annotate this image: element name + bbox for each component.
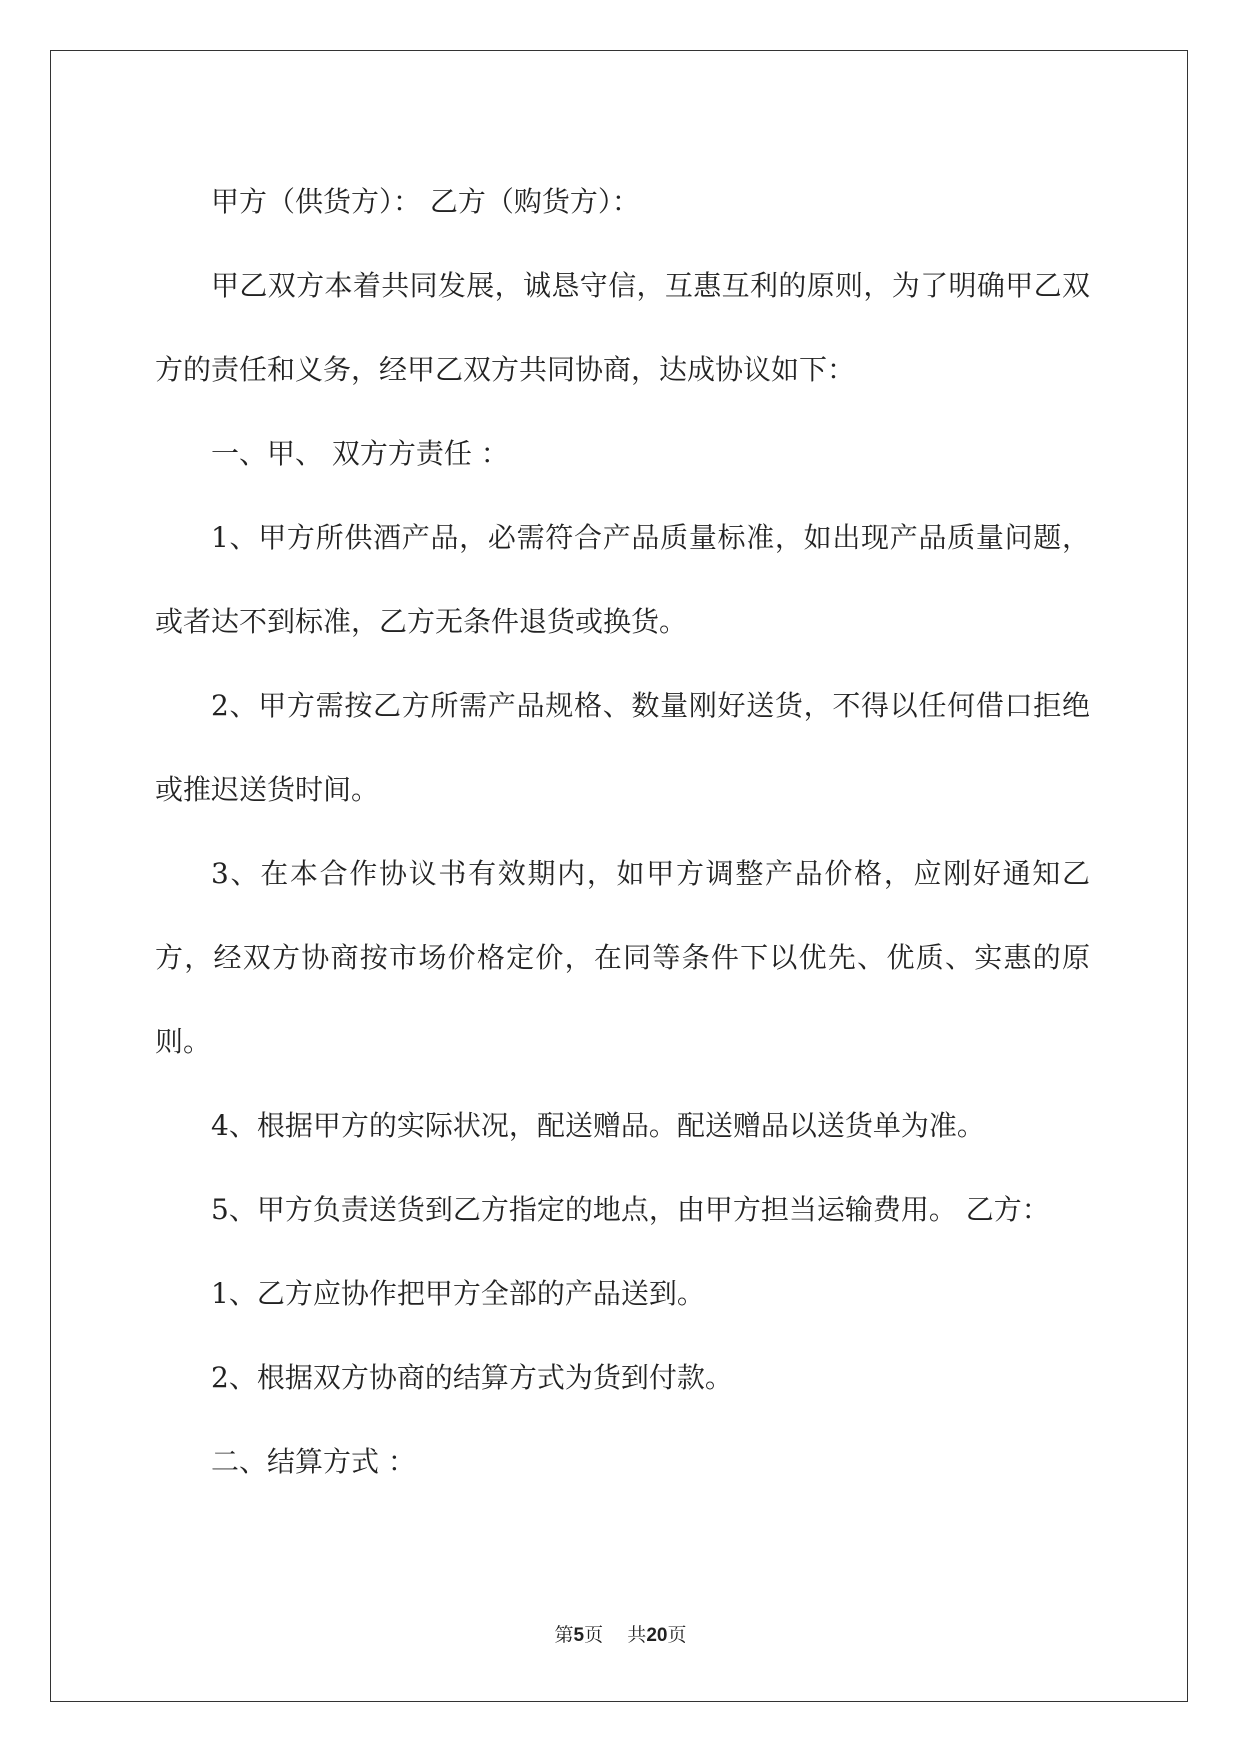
page-number: 5 bbox=[573, 1625, 585, 1646]
clause-party-b-1: 1、乙方应协作把甲方全部的产品送到。 bbox=[211, 1277, 705, 1310]
clause-party-a-5: 5、甲方负责送货到乙方指定的地点，由甲方担当运输费用。 乙方： bbox=[211, 1193, 1050, 1226]
clause-party-a-4: 4、根据甲方的实际状况，配送赠品。配送赠品以送货单为准。 bbox=[211, 1109, 985, 1142]
clause-party-a-1: 1、甲方所供酒产品，必需符合产品质量标准，如出现产品质量问题，或者达不到标准，乙方无条件退货或换货。 bbox=[155, 521, 1090, 638]
document-body bbox=[155, 160, 1090, 1504]
page-footer bbox=[0, 1622, 1241, 1649]
total-prefix: 共 bbox=[627, 1624, 647, 1646]
page-suffix: 页 bbox=[584, 1624, 604, 1646]
section-heading-responsibilities: 一、甲、 双方方责任 ： bbox=[211, 437, 509, 470]
paragraph-parties: 甲方（供货方）： 乙方（购货方）： bbox=[211, 185, 640, 218]
clause-party-a-2: 2、甲方需按乙方所需产品规格、数量刚好送货，不得以任何借口拒绝或推迟送货时间。 bbox=[155, 689, 1090, 806]
clause-party-a-3: 3、在本合作协议书有效期内，如甲方调整产品价格，应刚好通知乙方，经双方协商按市场价格定价，在同等条件下以优先、优质、实惠的原则。 bbox=[155, 857, 1090, 1058]
paragraph-preamble: 甲乙双方本着共同发展，诚恳守信，互惠互利的原则，为了明确甲乙双方的责任和义务，经甲乙双方共同协商，达成协议如下： bbox=[155, 269, 1090, 386]
total-suffix: 页 bbox=[667, 1624, 687, 1646]
page-prefix: 第 bbox=[554, 1624, 574, 1646]
clause-party-b-2: 2、根据双方协商的结算方式为货到付款。 bbox=[211, 1361, 733, 1394]
total-pages: 20 bbox=[646, 1625, 668, 1646]
section-heading-settlement: 二、结算方式 ： bbox=[211, 1445, 416, 1478]
